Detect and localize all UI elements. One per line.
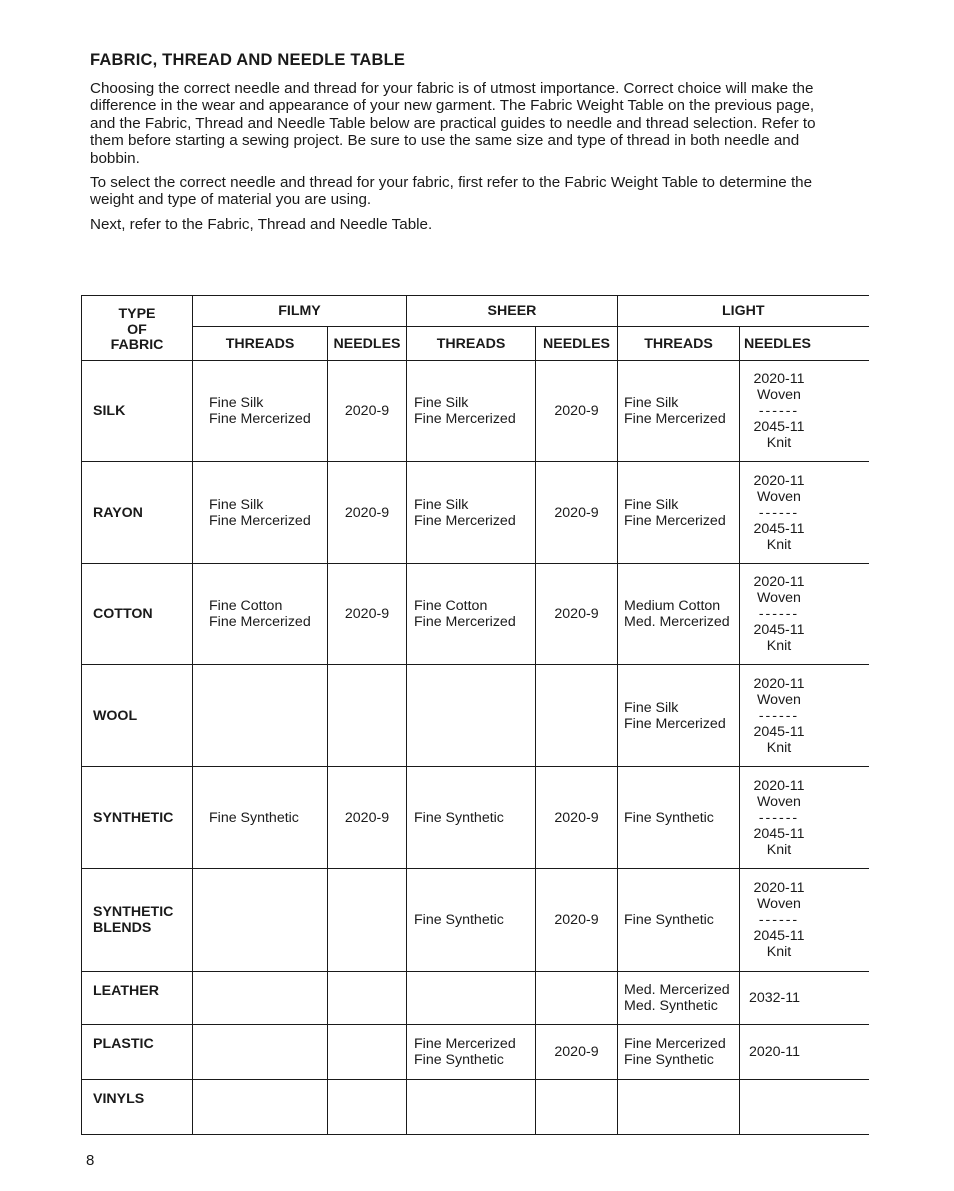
table-row [82, 1025, 869, 1080]
needle-options [749, 676, 809, 756]
fabric-thread-needle-table [81, 295, 869, 1135]
sheer-threads-cell-line: Fine Silk [414, 496, 469, 513]
sheer-threads-cell-line: Fine Synthetic [414, 1052, 504, 1068]
fabric-type-cell [82, 767, 193, 869]
sheer-threads-cell [407, 665, 536, 767]
filmy-threads-cell-line: Fine Mercerized [209, 411, 311, 427]
sheer-needle-cell: 2020-9 [536, 564, 618, 665]
needle-separator: ------ [758, 606, 800, 622]
intro-text [90, 80, 830, 240]
light-threads-cell-line: Med. Mercerized [624, 982, 730, 998]
filmy-needle-cell: 2020-9 [328, 767, 407, 869]
sheer-threads-cell-line: Fine Cotton [414, 598, 488, 614]
page-heading: FABRIC, THREAD AND NEEDLE TABLE [90, 51, 406, 69]
needle-options [749, 778, 809, 858]
needle-knit-number: 2045-11 [753, 622, 805, 638]
sheer-threads-cell-line: Fine Mercerized [414, 411, 516, 427]
sheer-threads-cell-line: Fine Synthetic [414, 912, 504, 928]
light-needles-cell [740, 869, 869, 972]
filmy-threads-cell-line: Fine Mercerized [209, 512, 311, 529]
light-threads-cell-line: Fine Mercerized [624, 1036, 726, 1052]
sheer-threads-cell [407, 1080, 536, 1135]
fabric-type-line: RAYON [93, 504, 143, 521]
fabric-type-line: COTTON [93, 606, 153, 622]
fabric-type-line: BLENDS [93, 920, 152, 936]
intro-paragraph: Next, refer to the Fabric, Thread and Needle Table. [90, 215, 433, 233]
needle-woven-label: Woven [757, 691, 801, 708]
needle-woven-label: Woven [757, 793, 801, 810]
fabric-type-cell: VINYLS [82, 1080, 193, 1135]
light-needles-cell [740, 1080, 869, 1135]
light-threads-cell [618, 1080, 740, 1135]
fabric-type-line: SILK [93, 403, 126, 419]
sheer-threads-cell [407, 1025, 536, 1080]
needle-separator: ------ [758, 809, 800, 826]
needle-knit-label: Knit [766, 638, 792, 654]
light-needles-cell: 2032-11 [740, 972, 869, 1025]
filmy-threads-cell [193, 767, 328, 869]
fabric-type-cell [82, 361, 193, 462]
filmy-needle-cell: 2020-9 [328, 361, 407, 462]
filmy-needle-cell: 2020-9 [328, 564, 407, 665]
table-row [82, 767, 869, 869]
needle-woven-number: 2020-11 [753, 472, 805, 489]
needle-knit-label: Knit [766, 841, 792, 858]
filmy-threads-cell [193, 1025, 328, 1080]
light-threads-cell [618, 972, 740, 1025]
fabric-type-line: WOOL [93, 707, 138, 724]
sheer-threads-cell-line: Fine Synthetic [414, 809, 504, 826]
fabric-type-line: SYNTHETIC [93, 809, 174, 826]
needle-knit-number: 2045-11 [753, 419, 805, 435]
light-threads-cell [618, 564, 740, 665]
sheer-needle-cell: 2020-9 [536, 869, 618, 972]
needle-options [749, 574, 809, 654]
filmy-threads-cell-line: Fine Silk [209, 395, 264, 411]
needle-knit-number: 2045-11 [753, 520, 805, 537]
filmy-threads-cell [193, 972, 328, 1025]
needle-knit-number: 2045-11 [753, 928, 805, 944]
filmy-threads-cell [193, 361, 328, 462]
sheer-threads-cell [407, 767, 536, 869]
sheer-threads-cell [407, 564, 536, 665]
table-row [82, 564, 869, 665]
filmy-needle-cell [328, 869, 407, 972]
sheer-needle-cell: 2020-9 [536, 361, 618, 462]
table-row [82, 869, 869, 972]
needle-woven-label: Woven [757, 590, 801, 606]
needle-options [749, 371, 809, 451]
sheer-needle-cell [536, 1080, 618, 1135]
needle-woven-number: 2020-11 [753, 371, 805, 387]
light-needles-cell [740, 665, 869, 767]
light-needles-cell [740, 361, 869, 462]
sheer-header: SHEER [407, 296, 618, 327]
sheer-threads-cell-line: Fine Silk [414, 395, 469, 411]
needle-knit-label: Knit [766, 536, 792, 553]
fabric-type-cell: LEATHER [82, 972, 193, 1025]
table-row [82, 665, 869, 767]
needle-woven-number: 2020-11 [753, 675, 805, 692]
table-row [82, 462, 869, 564]
sheer-threads-cell [407, 361, 536, 462]
filmy-needle-cell [328, 1025, 407, 1080]
sheer-threads-cell [407, 869, 536, 972]
sheer-threads-cell-line: Fine Mercerized [414, 1036, 516, 1052]
needle-knit-label: Knit [766, 944, 792, 960]
table-row [82, 361, 869, 462]
needle-woven-number: 2020-11 [753, 880, 805, 896]
filmy-threads-header: THREADS [193, 327, 328, 361]
light-threads-cell-line: Fine Silk [624, 395, 679, 411]
light-threads-cell-line: Fine Synthetic [624, 809, 714, 826]
needle-separator: ------ [758, 912, 800, 928]
light-threads-cell-line: Med. Mercerized [624, 614, 730, 630]
light-needles-cell [740, 462, 869, 564]
fabric-type-cell [82, 462, 193, 564]
fabric-type-line: SYNTHETIC [93, 904, 174, 920]
light-header: LIGHT [618, 296, 869, 327]
filmy-needle-cell [328, 665, 407, 767]
needle-separator: ------ [758, 403, 800, 419]
filmy-threads-cell-line: Fine Cotton [209, 598, 283, 614]
needle-knit-label: Knit [766, 435, 792, 451]
needle-woven-label: Woven [757, 488, 801, 505]
light-threads-cell-line: Med. Synthetic [624, 998, 718, 1014]
sheer-threads-cell-line: Fine Mercerized [414, 614, 516, 630]
light-needles-cell [740, 564, 869, 665]
needle-options [749, 473, 809, 553]
filmy-needle-cell [328, 972, 407, 1025]
filmy-header: FILMY [193, 296, 407, 327]
filmy-threads-cell [193, 462, 328, 564]
light-needles-cell: 2020-11 [740, 1025, 869, 1080]
sheer-threads-cell-line: Fine Mercerized [414, 512, 516, 529]
light-threads-cell-line: Fine Synthetic [624, 912, 714, 928]
type-of-fabric-header: TYPE OF FABRIC [82, 296, 193, 361]
sheer-needle-cell: 2020-9 [536, 767, 618, 869]
light-threads-cell [618, 1025, 740, 1080]
sheer-needle-cell [536, 972, 618, 1025]
light-threads-cell-line: Fine Silk [624, 699, 679, 716]
sheer-needles-header: NEEDLES [536, 327, 618, 361]
light-threads-cell [618, 869, 740, 972]
intro-paragraph: Choosing the correct needle and thread for your fabric is of utmost importance. Correct choice will make the difference in the wear and appearance of your new garment. The Fabric Weight Table on the previous page, and the Fabric, Thread and Needle Table below are practical guides to needle and thread selection. Refer to them before starting a sewing project. Be sure to use the same size and type of thread in both needle and bobbin. [90, 80, 816, 167]
light-threads-cell [618, 361, 740, 462]
sheer-needle-cell: 2020-9 [536, 1025, 618, 1080]
needle-separator: ------ [758, 707, 800, 724]
filmy-threads-cell [193, 665, 328, 767]
needle-knit-label: Knit [766, 739, 792, 756]
light-threads-cell-line: Fine Silk [624, 496, 679, 513]
needle-separator: ------ [758, 504, 800, 521]
light-threads-cell-line: Fine Synthetic [624, 1052, 714, 1068]
light-threads-header: THREADS [618, 327, 740, 361]
fabric-type-cell: PLASTIC [82, 1025, 193, 1080]
intro-paragraph: To select the correct needle and thread for your fabric, first refer to the Fabric Weight Table to determine the weight and type of material you are using. [90, 174, 813, 209]
fabric-type-cell [82, 564, 193, 665]
light-threads-cell-line: Fine Mercerized [624, 715, 726, 732]
needle-woven-number: 2020-11 [753, 777, 805, 794]
filmy-needle-cell: 2020-9 [328, 462, 407, 564]
needle-knit-number: 2045-11 [753, 825, 805, 842]
light-needles-cell [740, 767, 869, 869]
needle-woven-label: Woven [757, 387, 801, 403]
fabric-type-cell [82, 869, 193, 972]
filmy-threads-cell [193, 1080, 328, 1135]
filmy-threads-cell [193, 869, 328, 972]
sheer-needle-cell: 2020-9 [536, 462, 618, 564]
fabric-type-cell [82, 665, 193, 767]
light-threads-cell [618, 665, 740, 767]
filmy-needles-header: NEEDLES [328, 327, 407, 361]
sheer-threads-cell [407, 462, 536, 564]
table-row [82, 972, 869, 1025]
filmy-threads-cell-line: Fine Mercerized [209, 614, 311, 630]
light-needles-header: NEEDLES [740, 327, 869, 361]
needle-woven-label: Woven [757, 896, 801, 912]
needle-options [749, 880, 809, 960]
sheer-threads-header: THREADS [407, 327, 536, 361]
sheer-needle-cell [536, 665, 618, 767]
light-threads-cell-line: Fine Mercerized [624, 411, 726, 427]
needle-woven-number: 2020-11 [753, 574, 805, 590]
light-threads-cell [618, 462, 740, 564]
sheer-threads-cell [407, 972, 536, 1025]
filmy-threads-cell [193, 564, 328, 665]
needle-knit-number: 2045-11 [753, 723, 805, 740]
light-threads-cell [618, 767, 740, 869]
page-number: 8 [86, 1152, 95, 1169]
light-threads-cell-line: Fine Mercerized [624, 512, 726, 529]
filmy-threads-cell-line: Fine Synthetic [209, 809, 299, 826]
filmy-threads-cell-line: Fine Silk [209, 496, 264, 513]
filmy-needle-cell [328, 1080, 407, 1135]
light-threads-cell-line: Medium Cotton [624, 598, 721, 614]
table-row [82, 1080, 869, 1135]
